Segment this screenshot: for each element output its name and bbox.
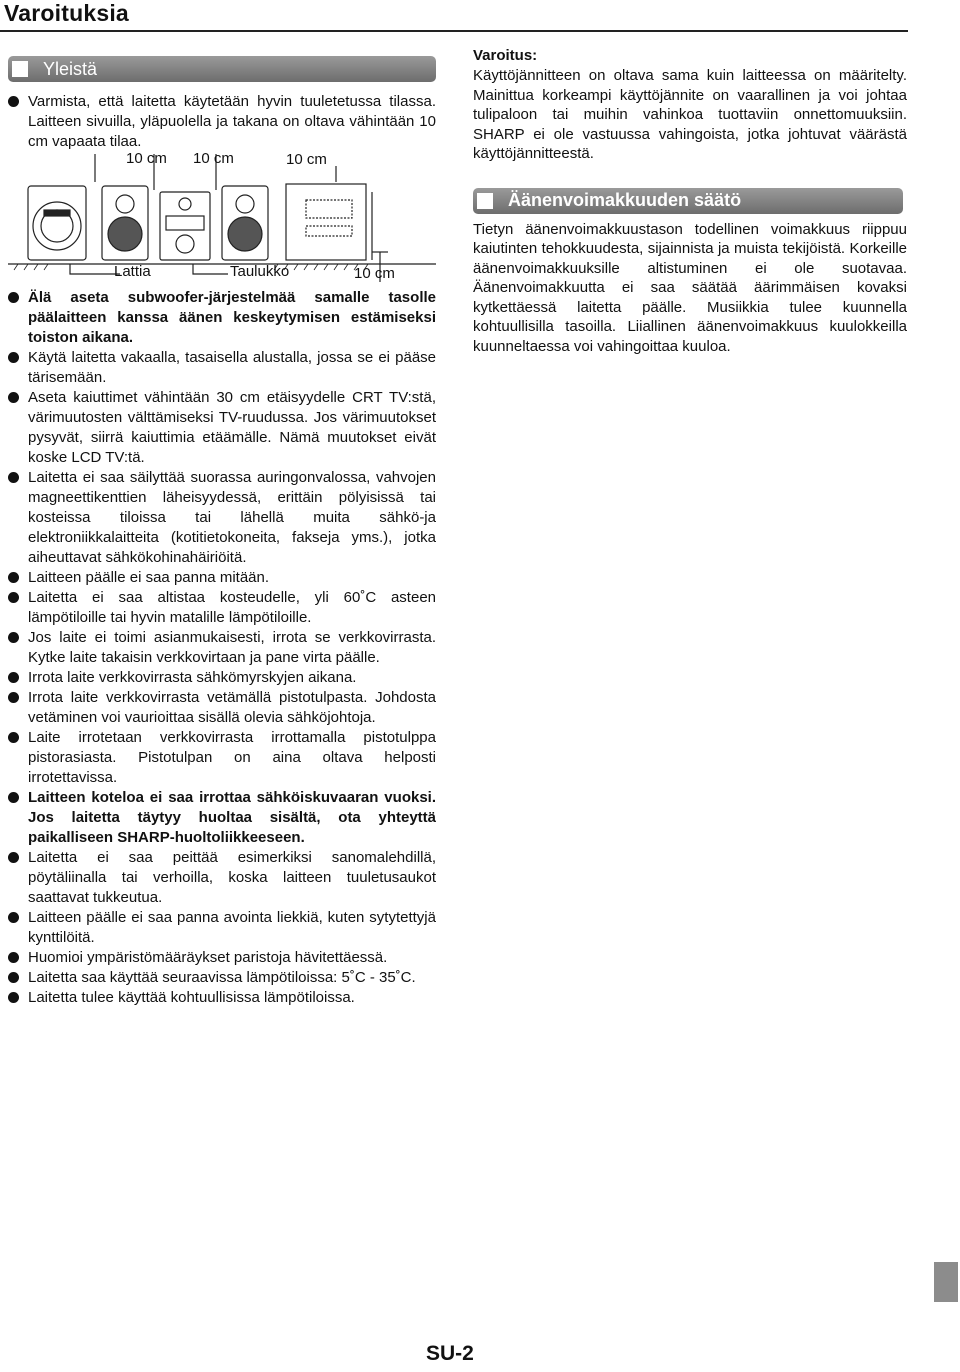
left-column <box>8 56 436 1008</box>
title-rule <box>0 30 908 32</box>
warning-text: Käyttöjännitteen on oltava sama kuin laitteessa on määritelty. Mainittua korkeampi käyttöjännite on vaarallinen ja voi johtaa tulipaloon tai muihin vahinkoa tuottaviin onnettomuuksiin. SHARP ei ole vastuussa vahingoista, jotka johtuvat väärästä käyttöjännitteestä. <box>473 67 907 162</box>
gap-label-right: 10 cm <box>193 150 234 167</box>
list-item: Laitetta ei saa peittää esimerkiksi sanomalehdillä, pöytäliinalla tai verhoilla, koska laitteen tuuletusaukot saattavat tukkeutua. <box>8 848 436 908</box>
floor-label: Lattia <box>114 263 151 280</box>
list-item: Laite irrotetaan verkkovirrasta irrottamalla pistotulppa pistorasiasta. Pistotulpan on aina oltava helposti irrotettavissa. <box>8 728 436 788</box>
gap-label-back: 10 cm <box>354 265 395 282</box>
section-title: Äänenvoimakkuuden säätö <box>508 190 742 210</box>
page-number: SU-2 <box>426 1342 474 1365</box>
list-item: Laitetta tulee käyttää kohtuullisissa lämpötiloissa. <box>8 988 436 1008</box>
section-header-volume <box>473 188 903 214</box>
list-item: Irrota laite verkkovirrasta sähkömyrskyjen aikana. <box>8 668 436 688</box>
list-item: Laitteen koteloa ei saa irrottaa sähköiskuvaaran vuoksi. Jos laitetta täytyy huoltaa sisältä, ota yhteyttä paikalliseen SHARP-huoltoliikkeeseen. <box>8 788 436 848</box>
section-title: Yleistä <box>43 58 98 79</box>
list-item: Irrota laite verkkovirrasta vetämällä pistotulpasta. Johdosta vetäminen voi vaurioittaa sisällä olevia sähköjohtoja. <box>8 688 436 728</box>
list-item: Varmista, että laitetta käytetään hyvin tuuletetussa tilassa. Laitteen sivuilla, yläpuolella ja takana on oltava vähintään 10 cm vapaata tilaa. <box>8 92 436 152</box>
placement-diagram <box>8 152 436 282</box>
right-column <box>473 46 907 356</box>
side-tab <box>934 1262 958 1302</box>
placement-illustration <box>8 152 436 282</box>
square-icon <box>12 61 28 77</box>
list-item: Älä aseta subwoofer-järjestelmää samalle tasolle päälaitteen kanssa äänen keskeytymisen estämiseksi toiston aikana. <box>8 288 436 348</box>
list-item: Laitteen päälle ei saa panna mitään. <box>8 568 436 588</box>
shelf-label: Taulukko <box>230 263 290 280</box>
gap-label-top: 10 cm <box>286 151 327 168</box>
intro-list <box>8 92 436 152</box>
list-item: Laitetta ei saa altistaa kosteudelle, yli 60˚C asteen lämpötiloille tai hyvin matalille lämpötiloille. <box>8 588 436 628</box>
precautions-list <box>8 288 436 1008</box>
list-item: Käytä laitetta vakaalla, tasaisella alustalla, jossa se ei pääse tärisemään. <box>8 348 436 388</box>
warning-title: Varoitus: <box>473 47 538 64</box>
square-icon <box>477 193 493 209</box>
list-item: Laitetta ei saa säilyttää suorassa auringonvalossa, vahvojen magneettikenttien läheisyydessä, erittäin pölyisissä tai kosteissa tiloissa tai lähellä muita sähkö-ja elektroniikkalaitteita (kotitietokoneita, fakseja yms.), jotka aiheuttavat sähkökohinahäiriöitä. <box>8 468 436 568</box>
page-title: Varoituksia <box>4 0 129 26</box>
gap-label-left: 10 cm <box>126 150 167 167</box>
list-item: Laitetta saa käyttää seuraavissa lämpötiloissa: 5˚C - 35˚C. <box>8 968 436 988</box>
list-item: Laitteen päälle ei saa panna avointa liekkiä, kuten sytytettyjä kynttilöitä. <box>8 908 436 948</box>
list-item: Aseta kaiuttimet vähintään 30 cm etäisyydelle CRT TV:stä, värimuutosten välttämiseksi TV-ruudussa. Jos värimuutokset pysyvät, siirrä kaiuttimia etäämälle. Nämä muutokset eivät koske LCD TV:tä. <box>8 388 436 468</box>
section-header-general <box>8 56 436 82</box>
volume-text: Tietyn äänenvoimakkuustason todellinen voimakkuus riippuu kaiutinten tehokkuudesta, sijainnista ja muista tekijöistä. Korkeille äänenvoimakkuuksille altistuminen ei ole suotavaa. Äänenvoimakkuutta ei saa säätää äärimmäisen kovaksi kytkettäessä laitetta päälle. Musiikkia tulee kuunnella kohtuullisilla tasoilla. Liiallinen äänenvoimakkuus kuulokkeilla kuunneltaessa voi vahingoittaa kuuloa. <box>473 220 907 355</box>
list-item: Huomioi ympäristömääräykset paristoja hävitettäessä. <box>8 948 436 968</box>
list-item: Jos laite ei toimi asianmukaisesti, irrota se verkkovirrasta. Kytke laite takaisin verkkovirtaan ja pane virta päälle. <box>8 628 436 668</box>
